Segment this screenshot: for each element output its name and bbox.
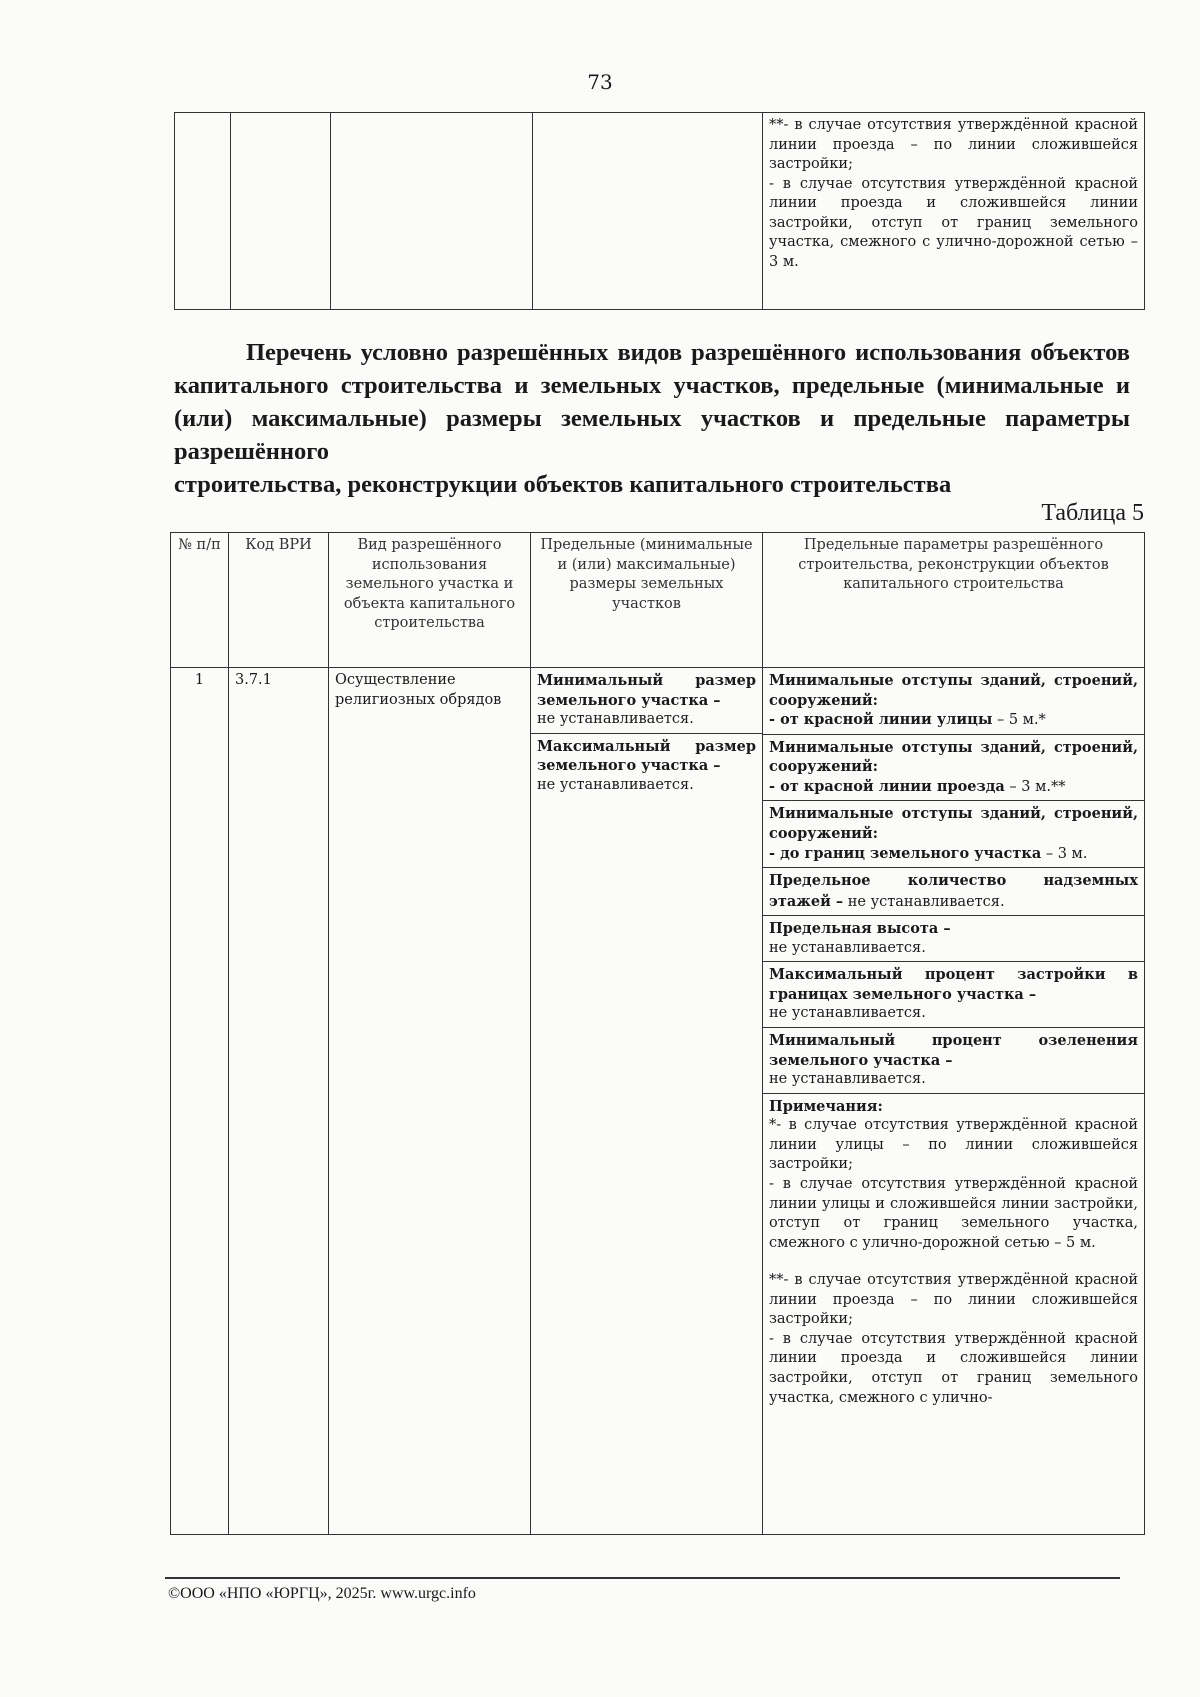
- cell-empty: [231, 113, 331, 310]
- param-line-label: - до границ земельного участка: [769, 844, 1042, 862]
- table-5: [170, 532, 1145, 1535]
- heading-last-line: строительства, реконструкции объектов капитального строительства: [174, 471, 952, 498]
- header-num: № п/п: [171, 533, 229, 668]
- param-max-coverage: [763, 962, 1144, 1028]
- header-type: Вид разрешённого использования земельного участка и объекта капитального строительства: [329, 533, 531, 668]
- cell-empty: [331, 113, 533, 310]
- param-label: Предельное количество надземных этажей –: [769, 872, 1138, 910]
- min-size-block: [531, 668, 762, 734]
- cell-empty: [175, 113, 231, 310]
- param-label: Минимальные отступы зданий, строений, сооружений:: [769, 672, 1138, 709]
- param-plot-boundary: [763, 801, 1144, 868]
- footer-copyright: ©ООО «НПО «ЮРГЦ», 2025г. www.urgc.info: [168, 1585, 476, 1602]
- param-label: Предельная высота –: [769, 920, 951, 938]
- param-value: не устанавливается.: [769, 1005, 926, 1022]
- footer-divider: [165, 1577, 1120, 1579]
- note-2a: **- в случае отсутствия утверждённой красной линии проезда – по линии сложившейся застройки;: [769, 1272, 1138, 1328]
- notes-title: Примечания:: [769, 1097, 883, 1115]
- table-caption: Таблица 5: [1041, 500, 1144, 526]
- max-size-label: Максимальный размер земельного участка –: [537, 737, 756, 775]
- continuation-note-1: **- в случае отсутствия утверждённой красной линии проезда – по линии сложившейся застройки;: [769, 117, 1138, 173]
- param-red-line-street: [763, 668, 1144, 735]
- param-value: – 3 м.: [1041, 845, 1088, 862]
- note-1b: - в случае отсутствия утверждённой красной линии улицы и сложившейся линии застройки, отступ от границ земельного участка, смежного с улично-дорожной сетью – 5 м.: [769, 1175, 1138, 1251]
- header-code: Код ВРИ: [229, 533, 329, 668]
- param-line-label: - от красной линии улицы: [769, 711, 993, 729]
- cell-empty: [533, 113, 763, 310]
- param-height: [763, 916, 1144, 962]
- param-value: не устанавливается.: [769, 1071, 926, 1088]
- param-red-line-driveway: [763, 735, 1144, 802]
- param-value: – 3 м.**: [1004, 778, 1066, 795]
- note-2b: - в случае отсутствия утверждённой красной линии проезда и сложившейся линии застройки, отступ от границ земельного участка, смежного с улично-: [769, 1330, 1138, 1406]
- params-cell: [763, 668, 1145, 1535]
- table-row: [171, 668, 1145, 1535]
- param-value: не устанавливается.: [843, 893, 1005, 910]
- param-value: – 5 м.*: [992, 712, 1046, 729]
- row-type: Осуществление религиозных обрядов: [329, 668, 531, 1535]
- param-floors: [763, 868, 1144, 916]
- header-size: Предельные (минимальные и (или) максимальные) размеры земельных участков: [531, 533, 763, 668]
- continuation-note-cell: [763, 113, 1145, 310]
- param-label: Минимальные отступы зданий, строений, сооружений:: [769, 805, 1138, 842]
- notes-block: [763, 1094, 1144, 1411]
- note-1a: *- в случае отсутствия утверждённой красной линии улицы – по линии сложившейся застройки;: [769, 1117, 1138, 1173]
- continuation-table: [174, 112, 1145, 310]
- row-code: 3.7.1: [229, 668, 329, 1535]
- param-value: не устанавливается.: [769, 939, 926, 956]
- row-num: 1: [171, 668, 229, 1535]
- max-size-value: не устанавливается.: [537, 776, 694, 793]
- param-label: Максимальный процент застройки в границах земельного участка –: [769, 966, 1138, 1003]
- param-label: Минимальный процент озеленения земельного участка –: [769, 1032, 1138, 1069]
- table-row: [175, 113, 1145, 310]
- continuation-note-2: - в случае отсутствия утверждённой красной линии проезда и сложившейся линии застройки, отступ от границ земельного участка, смежного с улично-дорожной сетью – 3 м.: [769, 175, 1138, 270]
- min-size-label: Минимальный размер земельного участка –: [537, 672, 756, 709]
- param-min-greenery: [763, 1028, 1144, 1094]
- section-heading: [174, 336, 1130, 501]
- page-number: 73: [587, 70, 613, 94]
- heading-main: Перечень условно разрешённых видов разрешённого использования объектов капитального строительства и земельных участков, предельные (минимальные и (или) максимальные) размеры земельных участков и предельные параметры разрешённого: [174, 339, 1130, 465]
- param-label: Минимальные отступы зданий, строений, сооружений:: [769, 738, 1138, 776]
- min-size-value: не устанавливается.: [537, 711, 694, 728]
- size-cell: [531, 668, 763, 1535]
- param-line-label: - от красной линии проезда: [769, 777, 1005, 795]
- max-size-block: [531, 734, 762, 799]
- header-params: Предельные параметры разрешённого строительства, реконструкции объектов капитального строительства: [763, 533, 1145, 668]
- table-header-row: [171, 533, 1145, 668]
